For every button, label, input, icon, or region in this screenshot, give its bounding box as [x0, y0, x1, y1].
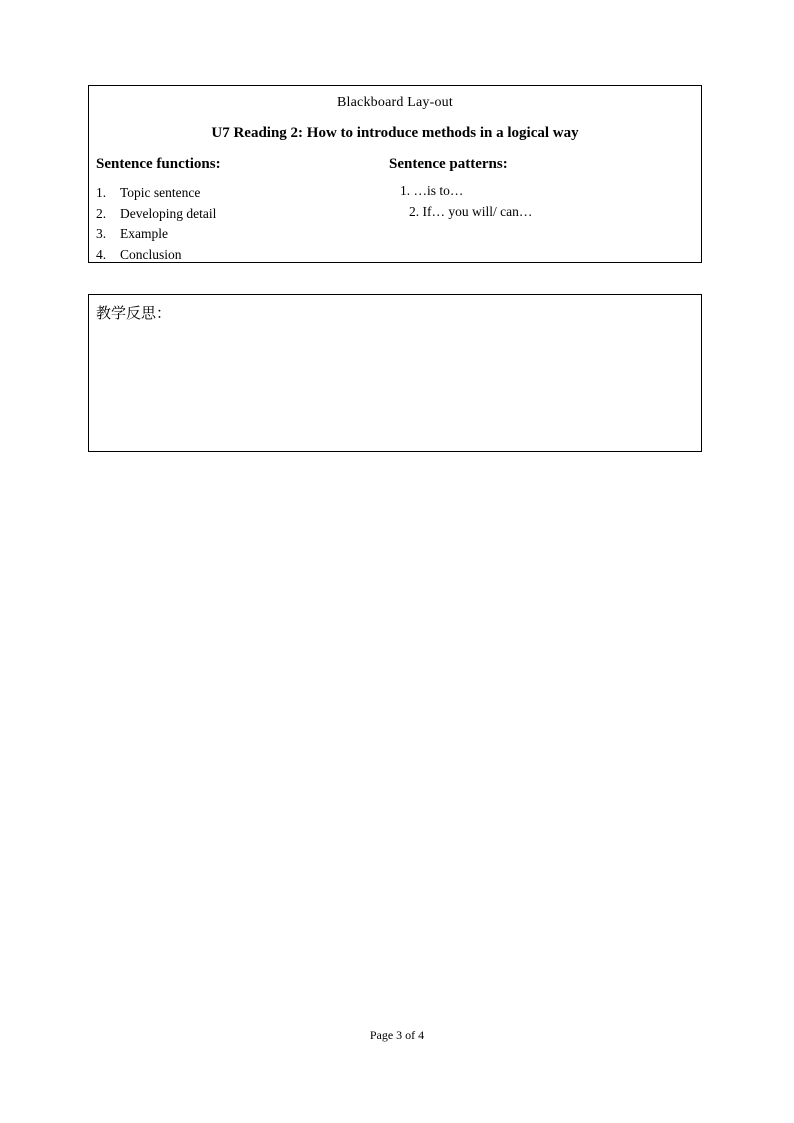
- page-number-footer: Page 3 of 4: [369, 1028, 425, 1042]
- sentence-patterns-heading: Sentence patterns:: [389, 156, 508, 172]
- list-item: [96, 204, 216, 225]
- list-item: [96, 224, 216, 245]
- sentence-functions-heading: Sentence functions:: [96, 156, 221, 172]
- list-item-text: Topic sentence: [120, 185, 201, 200]
- list-item-text: Example: [120, 226, 168, 241]
- list-item-number: 4.: [96, 246, 107, 262]
- list-item-number: 1.: [96, 185, 107, 200]
- blackboard-layout-box: [88, 85, 702, 263]
- sentence-pattern-item: 2. If… you will/ can…: [409, 204, 533, 219]
- lesson-title: U7 Reading 2: How to introduce methods in a logical way: [211, 125, 579, 141]
- list-item-number: 2.: [96, 205, 107, 221]
- list-item: [96, 245, 216, 266]
- layout-title: Blackboard Lay-out: [337, 95, 453, 110]
- teaching-reflection-box: [88, 294, 702, 452]
- list-item-text: Developing detail: [120, 205, 217, 221]
- teaching-reflection-label: 教学反思：: [96, 304, 172, 322]
- list-item: [96, 183, 216, 204]
- sentence-functions-list: [96, 183, 216, 265]
- sentence-pattern-item: 1. …is to…: [400, 183, 464, 198]
- list-item-text: Conclusion: [120, 246, 182, 262]
- list-item-number: 3.: [96, 226, 107, 241]
